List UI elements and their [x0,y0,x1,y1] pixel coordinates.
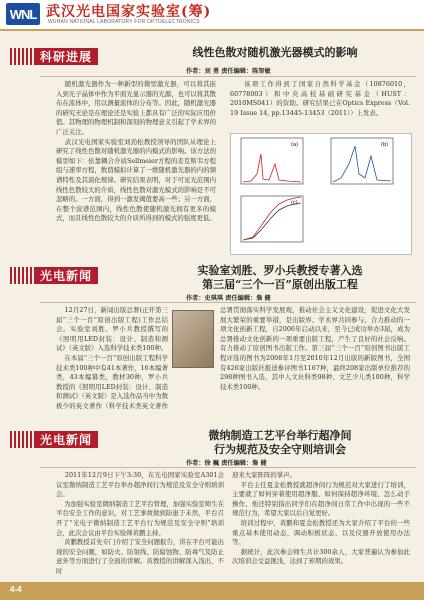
section-tag-news: 光电新闻 [34,431,98,448]
panel-label-c: (c) [291,200,298,206]
section-tag-decoration [10,48,36,65]
article-title-training-line1: 微纳制造工艺平台举行超净间 [208,429,352,442]
article1-column-right: 该项工作得到了国家自然科学基金（10876010，60778003）和中央高校基础研究基金（HUST：2010MS041）的资助。研究结果已在Optics Express（Vol. 19 Issue 14, pp.13445-13453（2011））上发表。 [230,80,410,117]
article1-column-left: 随机激光器作为一种新型的微型激光器，可以将其嵌入到光子晶体中作为平面光显示器的光源，也可以将其散布在流体中，用以测量流体的分布等。因此，随机激光器的研究无论是在理论还是实验上都具有广泛的实际应用价值。其物理的物理机制和深刻的物理意义引起了学术界的广泛关注。 武汉光电国家实验室刘劲松教授领导的团队从理论上研究了线性色散对随机激光器的内模式的影响。该方法的模型如下：依靠耦合介质Sellmeier方程的麦克斯韦方程组与速率方程，数值模拟计算了一维随机激光器的内的频谱特性及其演化规律。研究结果表明，对于可见光范围内线性色散较大的介质，线性色散对激光模式的影响是不可忽略的。一方面，得到一激发阈值要高一些；另一方面，在整个波谱范围内，线性色散使随机激光拥有更多的模式，而且线性色散较大的介质所得到的模式的强度更低。 [56,80,216,223]
article-title-book-line1: 实验室刘胜、罗小兵教授专著入选 [197,264,363,277]
header-title: 武汉光电国家实验室(筹) [46,4,212,20]
article-title-dispersion: 线性色散对随机激光器模式的影响 [192,46,358,59]
panel-label-a: (a) [291,142,298,148]
header-subtitle: WUHAN NATIONAL LABORATORY FOR OPTOELECTRONICS [48,19,200,25]
book-cover-photo [172,310,214,368]
article3-column-left: 2011年12月9日下午3:30，在光电国家实验室A301会议室微纳制造工艺平台举办超净间行为规范及安全守则培训会。 为加强实验室微纳制造工艺平台管理，加强实验室师生在平台安全工作的意识，对工艺事故做到防患于未然，平台召开了“光电子微纳制造工艺平台行为规范及安全守则”培训会，此次会议由平台实验师黄鹏主持。 黄鹏教授首先专门介绍了安全问题报告，讲在平台可能出现的安全问题，如防火、防射线、防腐蚀物、防毒气及防止意外等方面进行了全面的讲解。黄教授的讲解深入浅出，不时 [56,471,224,575]
panel-label-b: (b) [381,142,389,148]
section-tag-decoration [10,431,36,448]
lab-logo: WNL [6,3,40,25]
header-divider [0,29,424,31]
page-footer [0,582,424,600]
article-byline-1: 作者：刘 勇 责任编辑：陈智敏 [186,68,271,75]
spectral-figure [230,133,412,255]
article3-column-right: 迎来大家阵阵的掌声。 平台主任夏金松教授就超净间行为规范对大家进行了培训，主要就了如何穿着使用超净服、如何保持超净环境、怎么动手操作、他还特别指出同学们在超净间日常工作中出现的一些不规范行为，希望大家以后自觉更好。 培训过程中，黄鹏和夏金松教授还为大家介绍了平台的一些重点基本使用动态，调动积极状态，以及仪器开放使用办法等。 据统计，此次参会师生共计300余人，大家普遍认为参加此次培训会受益匪浅，达到了预期的效果。 [232,471,410,566]
spectral-plots [231,134,411,254]
section-tag-decoration [10,267,36,284]
section-tag-research: 科研进展 [34,48,98,65]
page-number: 4-4 [10,585,22,594]
section-tag-news: 光电新闻 [34,267,98,284]
article2-column-left: 12月27日，新闻出版总署(正开第三届“三个一百”原创出版工程)工作总结会。实验室刘胜、罗小兵教授撰写的《照明用LED封装：设计、制造和测试》（英文版）入选科学技术类100种。 在本届“三个一百”原创出版工程科学技术类100种中有41本著作，16本编著类，43本编纂类，教材30种，罗小兵教授的《照明用LED封装：设计、制造和测试》（英文版）是入选作品当中为数极少的英文著作（科学技术类英文著作 [56,306,168,410]
article2-column-right: 总署贯彻落实科学发展观，推动社会主义文化建设，促进文化大发展大繁荣的重要举措，是出版界、学术界共同参与、合力推动的一项文化创新工程，自2006年启动以来，至今已成功举办3届，成为总署推动文化创新的一项重要出版工程，产生了良好的社会反响。有力推动了原创图书出版工作。第三届“三个一百”原创图书出版工程评选的图书为2008年1月至2010年12月出版的新版图书，全国有426家出版社报送参评图书1167种，最终208家出版单位推荐的298种图书入选，其中人文社科类98种、文艺少儿类100种，科学技术类100种。 [220,306,410,391]
byline-rule-1 [40,76,416,77]
article-byline-2: 作者：史琪琪 责任编辑：詹 健 [186,295,271,302]
article-title-book-line2: 第三届“三个一百”原创出版工程 [202,278,358,291]
article-byline-3: 作者：徐 巍 责任编辑：詹 健 [186,460,267,467]
byline-rule-2 [40,302,416,303]
article-title-training-line2: 行为规范及安全守则培训会 [214,443,346,456]
page-header [0,0,424,30]
byline-rule-3 [40,467,416,468]
